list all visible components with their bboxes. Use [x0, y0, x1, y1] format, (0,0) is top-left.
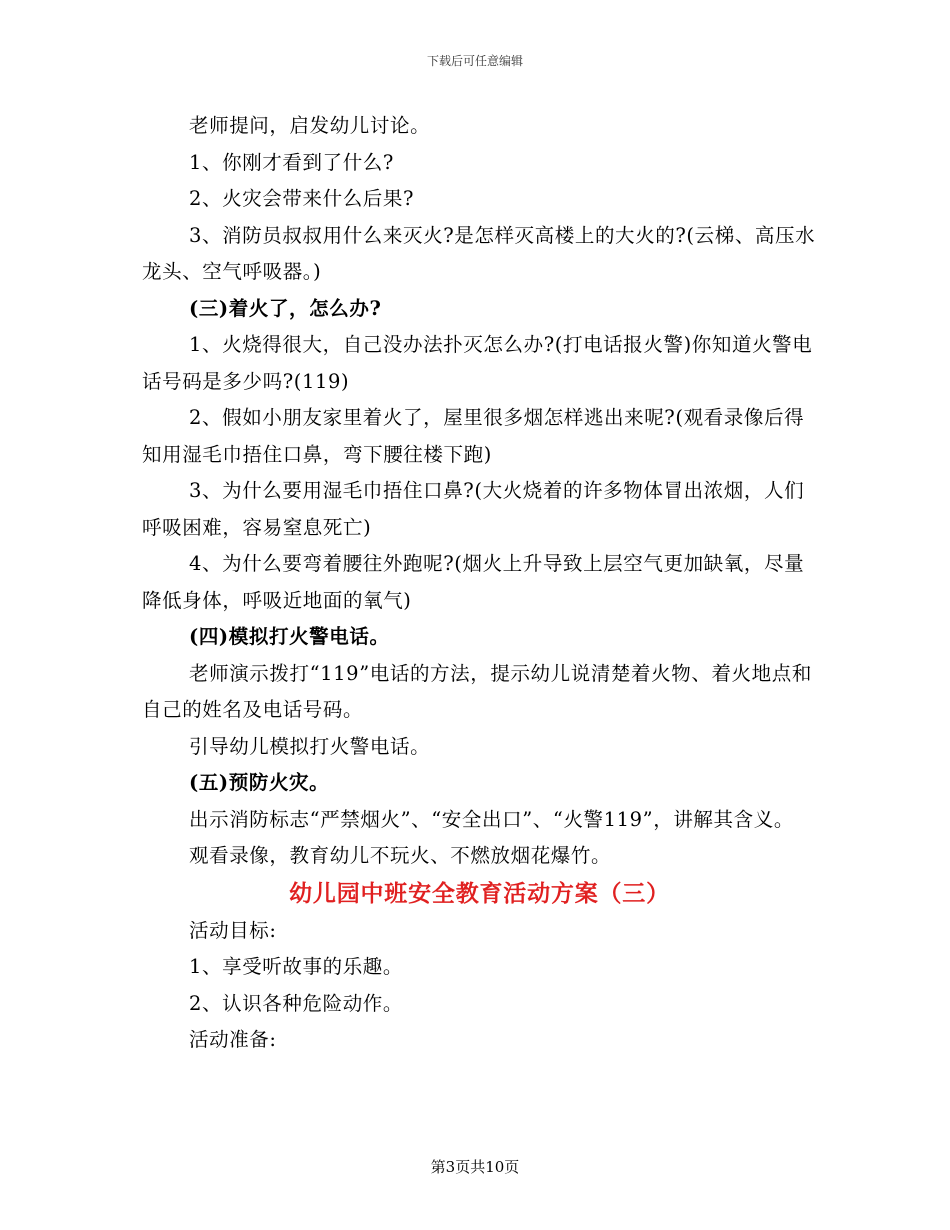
- paragraph-15: 2、认识各种危险动作。: [189, 991, 404, 1015]
- subheading-5: (五)预防火灾。: [189, 771, 330, 794]
- subheading-3: (三)着火了，怎么办?: [189, 296, 382, 320]
- paragraph-14: 1、享受听故事的乐趣。: [189, 955, 404, 978]
- paragraph-4: 3、消防员叔叔用什么来灭火?是怎样灭高楼上的大火的?(云梯、高压水龙头、空气呼吸器。): [142, 223, 816, 283]
- paragraph-3: 2、火灾会带来什么后果?: [189, 187, 415, 210]
- document-body: [142, 108, 817, 1059]
- paragraph-12: 观看录像，教育幼儿不玩火、不燃放烟花爆竹。: [189, 844, 612, 867]
- paragraph-11: 出示消防标志“严禁烟火”、“安全出口”、“火警119”，讲解其含义。: [189, 807, 794, 831]
- paragraph-2: 1、你刚才看到了什么?: [189, 150, 394, 174]
- page-header: 下载后可任意编辑: [426, 54, 523, 68]
- paragraph-13: 活动目标:: [189, 918, 277, 942]
- paragraph-9: 老师演示拨打“119”电话的方法，提示幼儿说清楚着火物、着火地点和自己的姓名及电话号码。: [142, 661, 812, 721]
- page-footer: 第3页共10页: [430, 1158, 520, 1176]
- paragraph-8: 4、为什么要弯着腰往外跑呢?(烟火上升导致上层空气更加缺氧，尽量降低身体，呼吸近地面的氧气): [142, 552, 805, 612]
- paragraph-7: 3、为什么要用湿毛巾捂住口鼻?(大火烧着的许多物体冒出浓烟，人们呼吸困难，容易窒息死亡): [142, 479, 805, 539]
- section-title: 幼儿园中班安全教育活动方案（三）: [289, 879, 670, 907]
- paragraph-10: 引导幼儿模拟打火警电话。: [189, 734, 431, 758]
- paragraph-6: 2、假如小朋友家里着火了，屋里很多烟怎样逃出来呢?(观看录像后得知用湿毛巾捂住口鼻，弯下腰往楼下跑): [142, 406, 805, 466]
- paragraph-5: 1、火烧得很大，自己没办法扑灭怎么办?(打电话报火警)你知道火警电话号码是多少吗?(119): [142, 333, 813, 393]
- paragraph-16: 活动准备:: [189, 1028, 277, 1051]
- subheading-4: (四)模拟打火警电话。: [189, 625, 390, 648]
- paragraph-1: 老师提问，启发幼儿讨论。: [189, 114, 431, 137]
